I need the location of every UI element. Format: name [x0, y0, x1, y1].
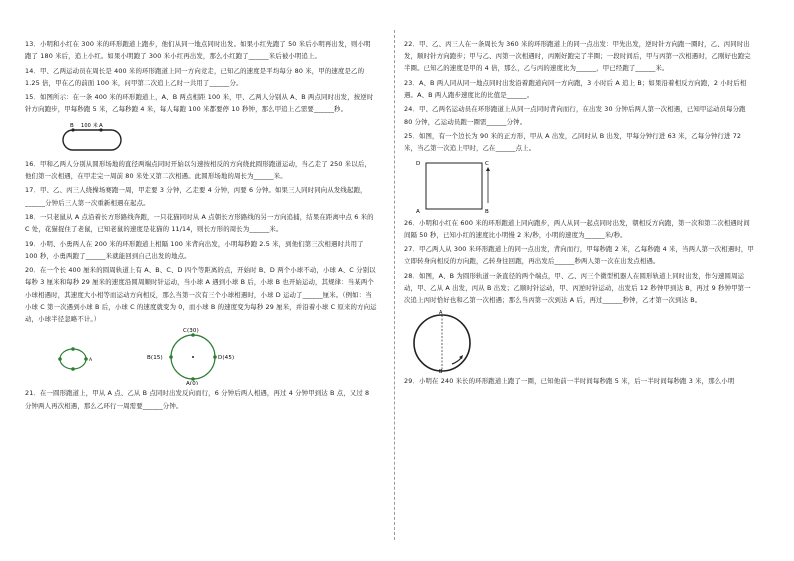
label-b15: B(15): [147, 355, 163, 362]
figure-circle-28: [408, 309, 756, 375]
label-a0: A(0): [186, 381, 199, 386]
label-a: A: [439, 309, 443, 316]
figure-square-25: [412, 157, 756, 217]
question-25: 25．如图，有一个边长为 90 米的正方形，甲从 A 出发，乙同时从 B 出发，甲每分钟行进 63 米，乙每分钟行进 72 米，当乙第一次追上甲时，乙在______点上。: [404, 131, 742, 153]
question-13: 13．小明和小红在 300 米的环形跑道上跑步，他们从同一地点同时出发。如果小红先跑了 50 米后小明再出发，则小明跑了 180 米后，追上小红。如果小明跑了 300 米小红再出发，那么小红跑了______米后被小明追上。: [25, 40, 371, 61]
question-26: 26．小明和小红在 600 米的环形跑道上同向跑步，两人从同一起点同时出发，朝相反方向跑，第一次和第二次相遇时间间隔 50 秒，已知小红的速度比小明慢 2 米/秒，小明的速度为______米/秒。: [404, 218, 750, 239]
oval-track-diagram: [59, 118, 129, 154]
question-14: 14．甲、乙两运动员在周长是 400 米的环形跑道上同一方向竞走，已知乙的速度是平均每分 80 米，甲的速度是乙的 1.25 倍，甲在乙的前面 100 米，问甲第二次追上乙时一共用了______分。: [25, 66, 365, 87]
label-b: B: [70, 122, 74, 129]
question-17: 17．甲、乙、丙三人绕操场赛跑一周，甲走要 3 分钟，乙走要 4 分钟，丙要 6 分钟。如果三人同时同向从发线起跑，______分钟后三人第一次重新相遇在起点。: [25, 186, 367, 207]
label-c30: C(30): [183, 328, 199, 335]
left-column: [25, 38, 377, 414]
question-27: 27．甲乙两人从 300 米环形跑道上的同一点出发，背向而行，甲每秒跑 2 米，乙每秒跑 4 米，当两人第一次相遇时，甲立即转身向相反的方向跑，乙转身往回跑，再出发后______秒两人第一次在出发点相遇。: [404, 245, 755, 266]
label-b: B: [439, 368, 443, 373]
corner-c: C: [485, 160, 489, 167]
question-15: 15．如图所示：在一条 400 米的环形跑道上，A、B 两点相距 100 米，甲、乙两人分别从 A、B 两点同时出发，按逆时针方向跑步，甲每秒跑 5 米，乙每秒跑 4 米，每人每跑 100 米都要停 10 秒钟，那么甲追上乙需要______秒。: [25, 93, 374, 114]
figure-circles-20: [25, 327, 377, 387]
circle-diameter-diagram: [408, 309, 488, 373]
corner-d: D: [416, 160, 421, 167]
question-23: 23．A、B 两人同从同一地点同时出发沿着跑道向同一方向跑，3 小时后 A 追上 B；如果沿着相反方向跑，2 小时后相遇。A、B 两人跑步速度比的比值是______。: [404, 78, 747, 99]
right-column: [404, 38, 756, 389]
corner-b: B: [485, 208, 489, 215]
label-distance: 100 米: [81, 122, 98, 129]
square-track-diagram: [412, 157, 502, 215]
question-18: 18．一只老鼠从 A 点沿着长方形路线奔跑，一只花猫同时从 A 点朝长方形路线的另一方向追捕，结果在距离中点 6 米的 C 处，花猫捉住了老鼠，已知老鼠的速度是花猫的 11/14，则长方形的周长为______米。: [25, 212, 374, 234]
question-24: 24．甲、乙两名运动员在环形跑道上从同一点同时背向而行，在出发 30 分钟后两人第一次相遇，已知甲运动员每分跑 80 分钟，乙运动员跑一圈需______分钟。: [404, 105, 746, 126]
question-20: 20．在一个长 400 厘米的圆周轨道上有 A、B、C、D 四个等距离的点，开始时 B、D 两个小球不动，小球 A、C 分别以每秒 3 厘米和每秒 29 厘米的速度沿圆周顺时针运动，当小球 A 遇到小球 B 后，小球 B 也开始运动，其规律：当某两个小球相遇时，其速度大小相等而运动方向相反，那么当第一次有三个小球相遇时，小球 D 运动了______厘米。（例如：当小球 C 第一次遇到小球 B 后，小球 C 的速度就变为 0，而小球 B 的速度变为每秒 29 厘米，并沿着小球 C 原来的方向运动，小球半径忽略不计。）: [25, 266, 377, 323]
question-28: 28．如图，A、B 为圆形轨道一条直径的两个端点，甲、乙、丙三个微型机器人在圆形轨道上同时出发，作匀速圆周运动，甲、乙从 A 出发，丙从 B 出发；乙顺时针运动，甲、丙逆时针运动，出发后 12 秒钟甲到达 B，再过 9 秒钟甲第一次追上丙时恰好也和乙第一次相遇；那么当丙第一次到达 A 后，再过______秒钟，乙才第一次到达 B。: [404, 271, 751, 305]
column-divider: [394, 30, 395, 540]
small-label-a: A: [89, 358, 93, 364]
question-16: 16．甲和乙两人分别从圆形场地的直径两端点同时开始以匀速按相反的方向绕此圆形跑道运动，当乙走了 250 米以后，他们第一次相遇，在甲走完一周前 80 米处又第二次相遇。此圆形场地的周长为______米。: [25, 159, 371, 180]
question-29: 29．小明在 240 米长的环形跑道上跑了一圈，已知他前一半时间每秒跑 5 米，后一半时间每秒跑 3 米，那么小明: [404, 376, 735, 385]
circular-track-diagram: [25, 327, 377, 385]
question-21: 21．在一圆形跑道上，甲从 A 点、乙从 B 点同时出发反向而行，6 分钟后两人相遇，再过 4 分钟甲到达 B 点，又过 8 分钟两人再次相遇，那么乙环行一周需要______分钟。: [25, 389, 370, 410]
figure-track-15: [59, 118, 377, 158]
question-22: 22．甲、乙、丙三人在一条周长为 360 米的环形跑道上的同一点出发：甲先出发，逆时针方向跑一圈时，乙、丙同时出发，顺时针方向跑步；甲与乙、丙第一次相遇时，丙刚好跑完了半圈；一段时间后，甲与丙第一次相遇时，乙刚好也跑完半圈。已知乙的速度是甲的 4 倍，那么，乙与丙的速度比为______，甲已经跑了______米。: [404, 40, 751, 73]
label-d45: D(45): [218, 355, 235, 362]
corner-a: A: [416, 208, 420, 215]
label-a: A: [99, 122, 103, 129]
question-19: 19．小明、小勇两人在 200 米的环形跑道上相隔 100 米背向出发，小明每秒跑 2.5 米，到他们第三次相遇时共用了 100 秒，小勇两跑了______米就能回到自己出发的地点。: [25, 239, 364, 260]
